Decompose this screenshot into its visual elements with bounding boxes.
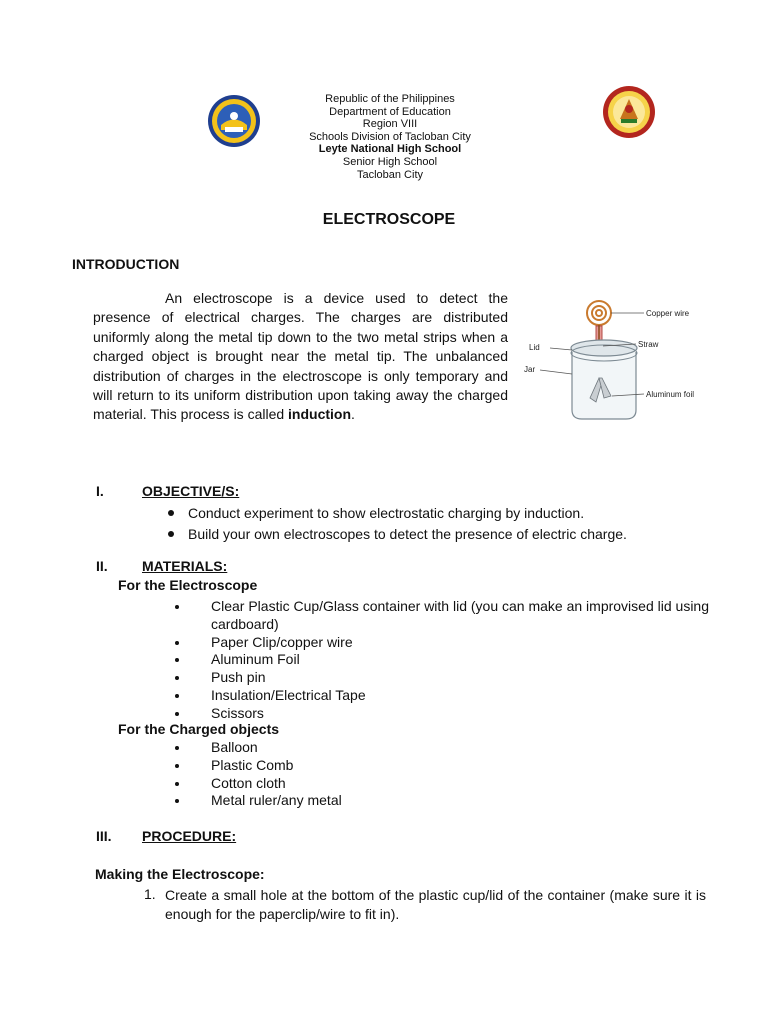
introduction-end: .	[351, 406, 355, 423]
introduction-text: An electroscope is a device used to detect the presence of electrical charges. The charges are distributed uniformly along the metal tip down to the two metal strips when a charged object is brought near the metal tip. The unbalanced distribution of charges in the electroscope is only temporary and will return to its uniform distribution upon taking away the charged material. This process is called	[93, 290, 508, 423]
section-number-materials: II.	[96, 558, 108, 574]
list-item: Insulation/Electrical Tape	[211, 687, 711, 705]
electroscope-materials-heading: For the Electroscope	[118, 577, 258, 593]
list-item: Conduct experiment to show electrostatic charging by induction.	[188, 503, 627, 524]
charged-objects-heading: For the Charged objects	[118, 721, 280, 737]
making-electroscope-heading: Making the Electroscope:	[95, 866, 265, 882]
label-copper-wire: Copper wire	[646, 309, 690, 318]
list-item: Scissors	[211, 705, 711, 723]
list-item: Balloon	[211, 739, 711, 757]
list-item: Clear Plastic Cup/Glass container with lid (you can make an improvised lid using cardboard)	[211, 598, 709, 632]
list-item: Build your own electroscopes to detect the presence of electric charge.	[188, 524, 627, 545]
document-title: ELECTROSCOPE	[322, 211, 456, 228]
letterhead-line: Schools Division of Tacloban City	[309, 130, 471, 143]
label-straw: Straw	[638, 340, 659, 349]
introduction-heading: INTRODUCTION	[72, 256, 180, 272]
list-item: Plastic Comb	[211, 757, 711, 775]
introduction-paragraph	[93, 289, 508, 425]
electroscope-diagram	[520, 294, 710, 424]
label-jar: Jar	[524, 365, 536, 374]
lid-shape	[571, 340, 637, 356]
list-item: Metal ruler/any metal	[211, 792, 711, 810]
section-number-procedure: III.	[96, 828, 112, 844]
induction-term: induction	[288, 406, 352, 423]
list-item: Cotton cloth	[211, 775, 711, 793]
letterhead	[250, 93, 530, 181]
electroscope-materials-list	[211, 598, 711, 723]
objectives-list	[188, 503, 627, 545]
list-item: Paper Clip/copper wire	[211, 634, 711, 652]
procedure-step-number: 1.	[144, 886, 156, 902]
charged-objects-list	[211, 739, 711, 810]
leyte-national-high-school-seal-icon	[602, 85, 656, 139]
list-item: Aluminum Foil	[211, 651, 711, 669]
procedure-heading: PROCEDURE:	[142, 828, 237, 844]
letterhead-line: Republic of the Philippines	[325, 93, 455, 105]
letterhead-line: Tacloban City	[356, 168, 424, 181]
label-lid: Lid	[529, 343, 540, 352]
school-name: Leyte National High School	[318, 143, 462, 156]
letterhead-line: Region VIII	[362, 118, 418, 131]
materials-heading: MATERIALS:	[142, 558, 228, 574]
label-aluminum-foil: Aluminum foil	[646, 390, 695, 399]
copper-wire-spiral	[587, 301, 611, 325]
letterhead-line: Senior High School	[342, 155, 438, 168]
letterhead-line: Department of Education	[329, 105, 451, 118]
list-item: Push pin	[211, 669, 711, 687]
procedure-step: Create a small hole at the bottom of the plastic cup/lid of the container (make sure it is enough for the paperclip/wire to fit in).	[165, 887, 706, 922]
section-number-objectives: I.	[96, 483, 104, 499]
objectives-heading: OBJECTIVE/S:	[142, 483, 240, 499]
